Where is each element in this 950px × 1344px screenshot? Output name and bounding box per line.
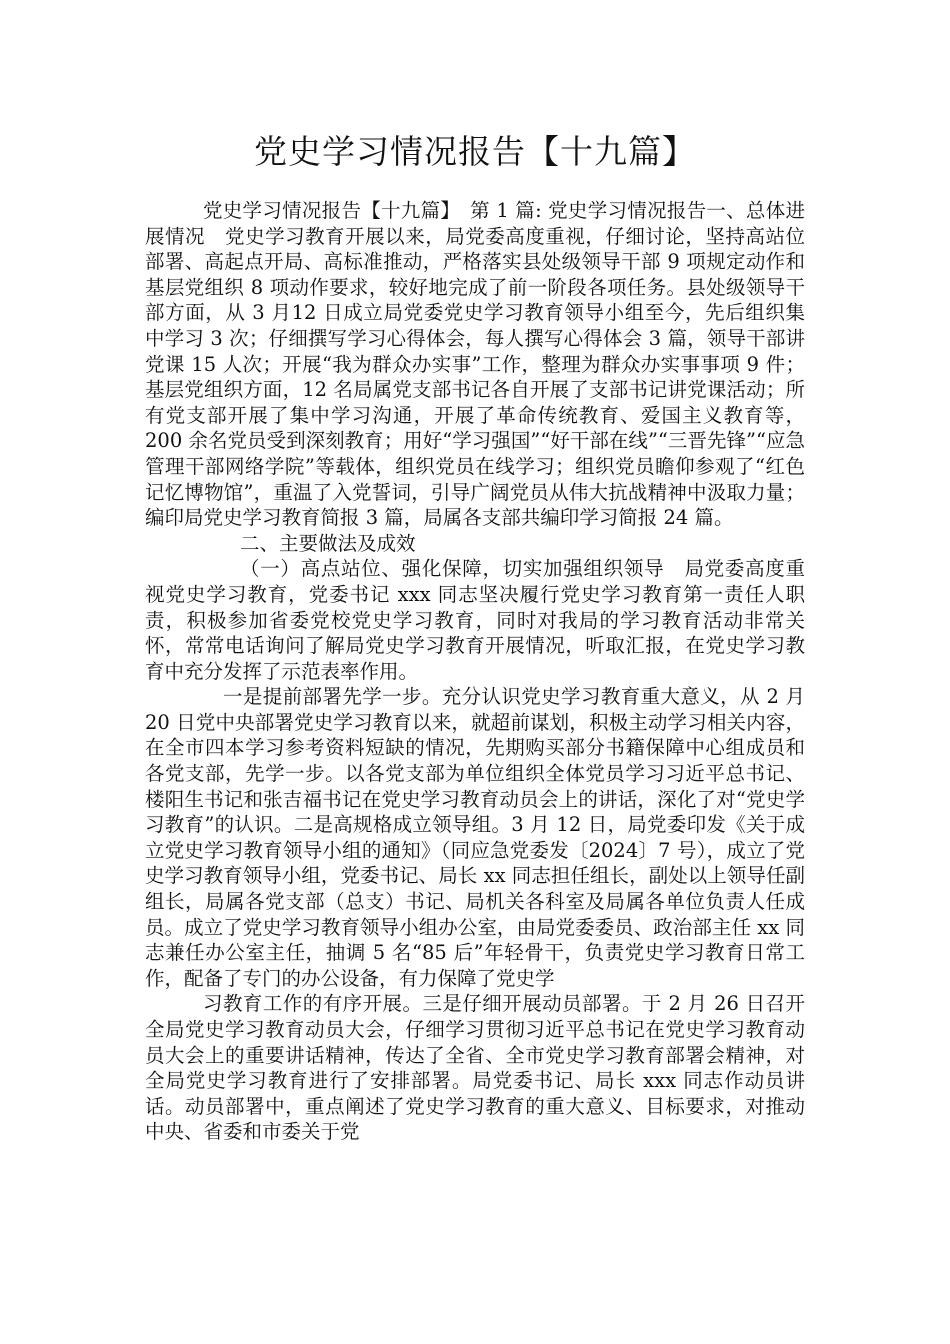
paragraph-overview: 党史学习情况报告【十九篇】 第 1 篇: 党史学习情况报告一、总体进展情况 党史学习教育开展以来，局党委高度重视，仔细讨论，坚持高站位部署、高起点开局、高标准推动，严格落实县处级领导干部 9 项规定动作和基层党组织 8 项动作要求，较好地完成了前一阶段各项任务。县处级领导干部方面，从 3 月12 日成立局党委党史学习教育领导小组至今，先后组织集中学习 3 次；仔细撰写学习心得体会，每人撰写心得体会 3 篇，领导干部讲党课 15 人次；开展“我为群众办实事”工作，整理为群众办实事事项 9 件；基层党组织方面，12 名局属党支部书记各自开展了支部书记讲党课活动；所有党支部开展了集中学习沟通，开展了革命传统教育、爱国主义教育等，200 余名党员受到深刻教育；用好“学习强国”“好干部在线”“三晋先锋”“应急管理干部网络学院”等载体，组织党员在线学习；组织党员瞻仰参观了“红色记忆博物馆”，重温了入党誓词，引导广阔党员从伟大抗战精神中汲取力量；编印局党史学习教育简报 3 篇，局属各支部共编印学习简报 24 篇。	[145, 199, 805, 530]
paragraph-mobilization: 习教育工作的有序开展。三是仔细开展动员部署。于 2 月 26 日召开全局党史学习教育动员大会，仔细学习贯彻习近平总书记在党史学习教育动员大会上的重要讲话精神，传达了全省、全市党史学习教育部署会精神，对全局党史学习教育进行了安排部署。局党委书记、局长 xxx 同志作动员讲话。动员部署中，重点阐述了党史学习教育的重大意义、目标要求，对推动中央、省委和市委关于党	[145, 992, 805, 1144]
section-heading-main-practices: 二、主要做法及成效	[240, 531, 416, 555]
paragraph-organization-leadership: （一）高点站位、强化保障，切实加强组织领导 局党委高度重视党史学习教育，党委书记 xxx 同志坚决履行党史学习教育第一责任人职责，积极参加省委党校党史学习教育，同时对我局的学习教育活动非常关怀，常常电话询问了解局党史学习教育开展情况，听取汇报，在党史学习教育中充分发挥了示范表率作用。	[145, 557, 805, 683]
paragraph-early-deployment: 一是提前部署先学一步。充分认识党史学习教育重大意义，从 2 月 20 日党中央部署党史学习教育以来，就超前谋划，积极主动学习相关内容，在全市四本学习参考资料短缺的情况，先期购买部分书籍保障中心组成员和各党支部，先学一步。以各党支部为单位组织全体党员学习习近平总书记、楼阳生书记和张吉福书记在党史学习教育动员会上的讲话，深化了对“党史学习教育”的认识。二是高规格成立领导组。3 月 12 日，局党委印发《关于成立党史学习教育领导小组的通知》（同应急党委发〔2024〕7 号），成立了党史学习教育领导小组，党委书记、局长 xx 同志担任组长，副处以上领导任副组长，局属各党支部（总支）书记、局机关各科室及局属各单位负责人任成员。成立了党史学习教育领导小组办公室，由局党委委员、政治部主任 xx 同志兼任办公室主任，抽调 5 名“85 后”年轻骨干，负责党史学习教育日常工作，配备了专门的办公设备，有力保障了党史学	[145, 685, 805, 990]
document-title: 党史学习情况报告【十九篇】	[254, 132, 696, 171]
document-body	[145, 198, 805, 1145]
